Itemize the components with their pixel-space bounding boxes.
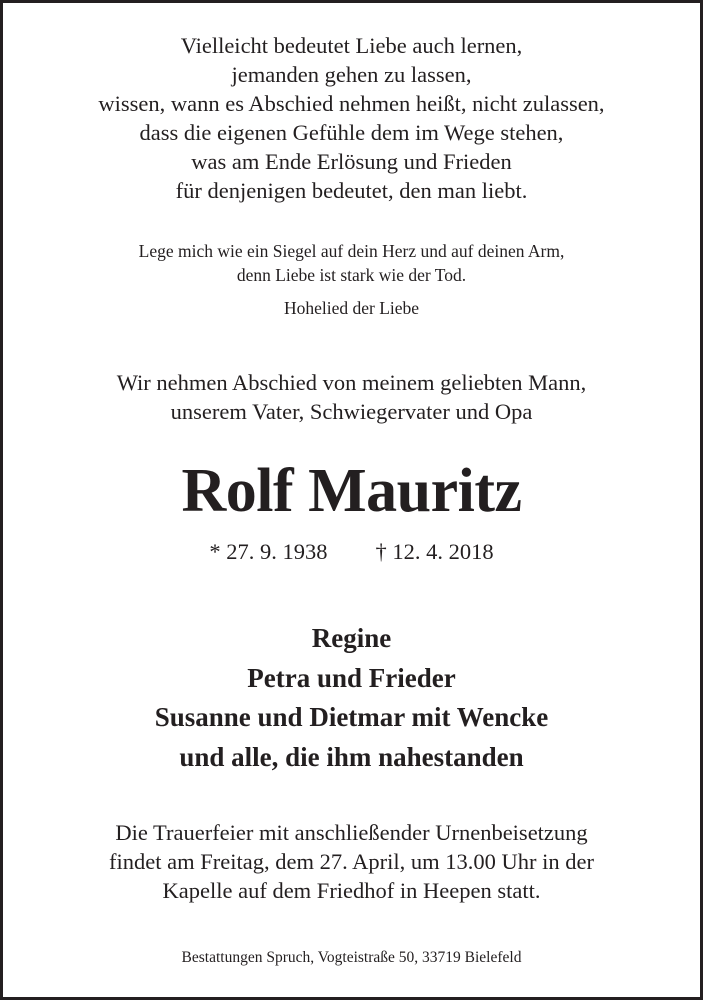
birth-date: * 27. 9. 1938 — [209, 539, 328, 564]
poem-line: für denjenigen bedeutet, den man liebt. — [175, 178, 528, 203]
mourners-list — [3, 619, 700, 777]
mourner: Petra und Frieder — [247, 662, 456, 693]
intro-line: unserem Vater, Schwiegervater und Opa — [170, 399, 533, 424]
deceased-name: Rolf Mauritz — [181, 457, 522, 525]
funeral-home: Bestattungen Spruch, Vogteistraße 50, 33719 Bielefeld — [181, 949, 522, 966]
death-date: † 12. 4. 2018 — [375, 539, 494, 564]
poem-line: was am Ende Erlösung und Frieden — [191, 149, 512, 174]
verse-line: denn Liebe ist stark wie der Tod. — [236, 265, 467, 285]
poem — [3, 31, 700, 205]
intro-line: Wir nehmen Abschied von meinem geliebten Mann, — [116, 370, 587, 395]
poem-line: dass die eigenen Gefühle dem im Wege stehen, — [139, 120, 564, 145]
service-line: Die Trauerfeier mit anschließender Urnenbeisetzung — [115, 820, 588, 845]
verse-line: Lege mich wie ein Siegel auf dein Herz und auf deinen Arm, — [138, 241, 565, 261]
bible-verse — [3, 239, 700, 287]
service-info — [3, 818, 700, 905]
poem-line: Vielleicht bedeutet Liebe auch lernen, — [180, 33, 523, 58]
mourner: Susanne und Dietmar mit Wencke — [154, 702, 549, 732]
service-line: Kapelle auf dem Friedhof in Heepen statt. — [162, 878, 541, 903]
service-line: findet am Freitag, dem 27. April, um 13.00 Uhr in der — [109, 849, 594, 874]
farewell-intro — [3, 368, 700, 426]
poem-line: wissen, wann es Abschied nehmen heißt, nicht zulassen, — [98, 91, 605, 116]
verse-source: Hohelied der Liebe — [283, 298, 420, 318]
mourner: und alle, die ihm nahestanden — [179, 741, 524, 772]
life-dates — [3, 538, 700, 566]
poem-line: jemanden gehen zu lassen, — [231, 62, 472, 87]
mourner: Regine — [311, 623, 392, 653]
